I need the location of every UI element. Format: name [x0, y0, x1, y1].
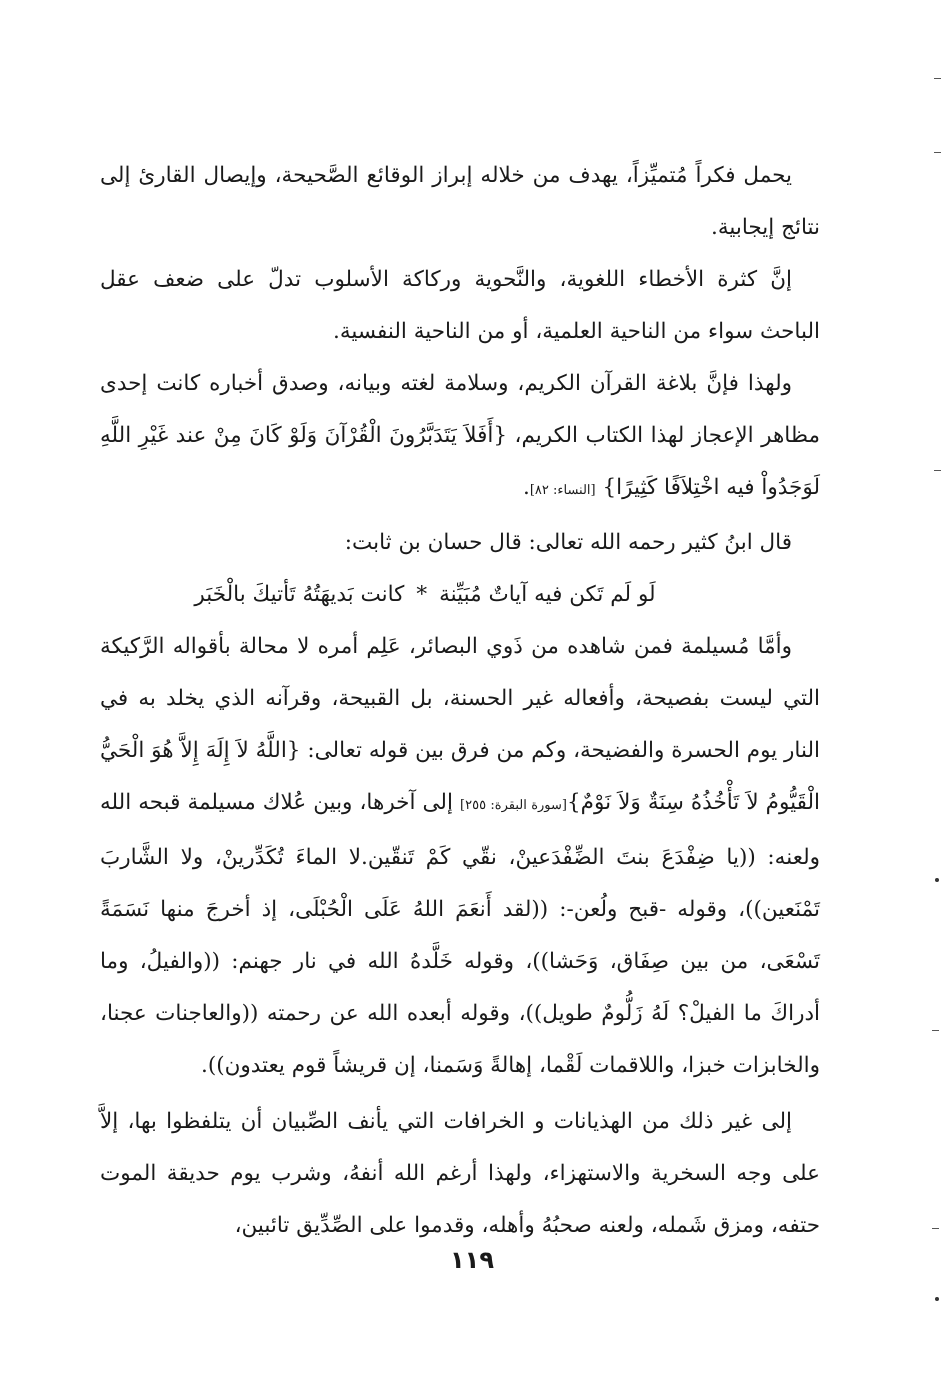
scan-speck: [935, 878, 939, 882]
paragraph-1: يحمل فكراً مُتميِّزاً، يهدف من خلاله إبراز الوقائع الصَّحيحة، وإيصال القارئ إلى نتائج إيجابية.: [100, 163, 820, 240]
poem-verse: [100, 569, 820, 621]
verse-second-hemistich: كانت بَديهَتُهُ تَأتيكَ بالْخَبَر: [194, 582, 405, 607]
verse-first-hemistich: لَو لَم تَكن فيه آياتٌ مُبَيِّنة: [439, 582, 656, 607]
verse-separator: *: [416, 582, 428, 607]
page-number: ١١٩: [450, 1246, 494, 1274]
paragraph-2: إنَّ كثرة الأخطاء اللغوية، والنَّحوية وركاكة الأسلوب تدلّ على ضعف عقل الباحث سواء من الناحية العلمية، أو من الناحية النفسية.: [100, 267, 820, 344]
page-body: [100, 150, 820, 1252]
paragraph-4: قال ابنُ كثير رحمه الله تعالى: قال حسان بن ثابت:: [344, 530, 792, 555]
scan-mark: [934, 152, 941, 153]
paragraph-5: [100, 621, 820, 1092]
paragraph-6: إلى غير ذلك من الهذيانات و الخرافات التي يأنف الصِّبيان أن يتلفظوا بها، إلاَّ على وجه السخرية والاستهزاء، ولهذا أرغم الله أنفهُ، وشرب يوم حديقة الموت حتفه، ومزق شَمله، ولعنه صحبُهُ وأهله، وقدموا على الصِّدِّيق تائبين،: [100, 1109, 820, 1238]
scan-mark: [934, 470, 941, 471]
paragraph-5-text-b: إلى آخرها، وبين عُلاك مسيلمة قبحه الله ولعنه: ((يا ضِفْدَعَ بنتَ الضِّفْدَعينْ، نقّي كَمْ تَنقّين.لا الماءَ تُكَدِّرينْ، ولا الشَّاربَ تَمْنَعين))، وقوله -قبح ولُعن-: ((لقد أَنعَمَ اللهُ عَلَى الْحُبْلَى، إذ أخرجَ منها نَسَمَةً تَسْعَى، من بين صِفَاق، وَحَشا))، وقوله خَلَّدهُ الله في نار جهنم: ((والفيلُ، وما أدراكَ ما الفيلْ؟ لَهُ زَلُّومٌ طويل))، وقوله أبعده الله عن رحمته ((والعاجنات عجنا، والخابزات خبزا، واللاقمات لَقْما، إهالةً وَسَمنا، إن قريشاً قوم يعتدون)).: [100, 790, 820, 1078]
scan-mark: [932, 1228, 939, 1229]
quran-reference-1: [النساء: ٨٢]: [529, 483, 596, 498]
scan-mark: [934, 78, 941, 79]
paragraph-3: [100, 358, 820, 517]
quran-reference-2: [سورة البقرة: ٢٥٥]: [460, 798, 567, 813]
paragraph-3-end: .: [522, 475, 530, 500]
scan-mark: [932, 1030, 939, 1031]
paragraph-5-text-a: وأمَّا مُسيلمة فمن شاهده من ذَوي البصائر، عَلِم أمره لا محالة بأقواله الرَّكيكة التي ليست بفصيحة، وأفعاله غير الحسنة، بل القبيحة، وقرآنه الذي يخلد به في النار يوم الحسرة والفضيحة، وكم من فرق بين قوله تعالى: {اللَّهُ لاَ إِلَهَ إِلاَّ هُوَ الْحَيُّ الْقَيُّومُ لاَ تَأْخُذُهُ سِنَةٌ وَلاَ نَوْمٌ}: [100, 634, 820, 815]
paragraph-3-text: ولهذا فإنَّ بلاغة القرآن الكريم، وسلامة لغته وبيانه، وصدق أخباره كانت إحدى مظاهر الإعجاز لهذا الكتاب الكريم، {أَفَلاَ يَتَدَبَّرُونَ الْقُرْآنَ وَلَوْ كَانَ مِنْ عند غَيْرِ اللَّهِ لَوَجَدُواْ فيه اخْتِلاَفًا كَثِيرًا}: [100, 371, 820, 500]
scan-speck: [935, 1297, 939, 1301]
